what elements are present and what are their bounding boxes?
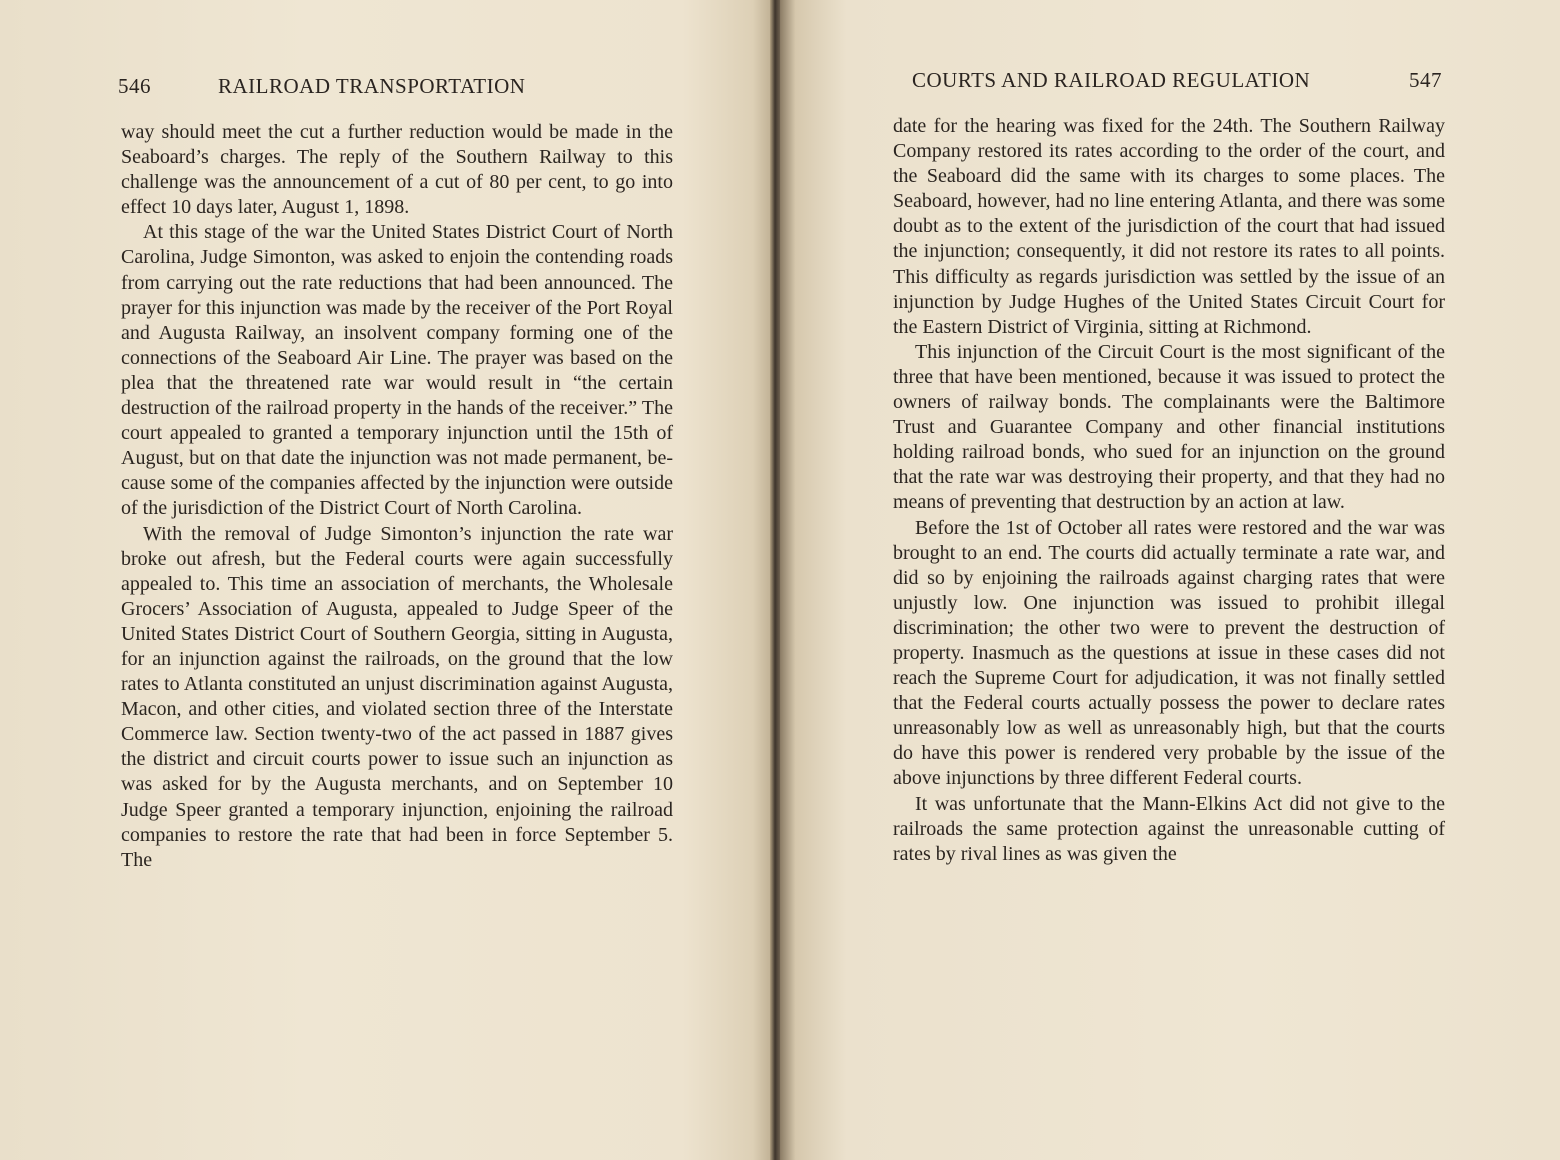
left-running-head: RAILROAD TRANSPORTATION xyxy=(218,74,526,98)
right-page-number: 547 xyxy=(1409,68,1442,92)
paragraph: way should meet the cut a further reduction would be made in the Seaboard’s charges. The reply of the Southern Railway to this challenge was the announcement of a cut of 80 per cent, to go into effect 10 days later, August 1, 1898. xyxy=(121,121,673,219)
paragraph: With the removal of Judge Simonton’s injunction the rate war broke out afresh, but the Federal courts were again successfully appealed to. This time an association of merchants, the Wholesale Grocers’ Association of Augusta, appealed to Judge Speer of the United States District Court of Southern Georgia, sitting in Augusta, for an injunction against the railroads, on the ground that the low rates to Atlanta constituted an unjust discrimination against Augusta, Macon, and other cities, and violated section three of the Interstate Commerce law. Section twenty-two of the act passed in 1887 gives the district and circuit courts power to issue such an injunction as was asked for by the Augusta merchants, and on September 10 Judge Speer granted a temporary injunction, enjoining the railroad companies to restore the rate that had been in force September 5. The xyxy=(121,522,673,871)
paragraph: Before the 1st of October all rates were restored and the war was brought to an end. The courts did actually terminate a rate war, and did so by enjoining the railroads against charging rates that were unjustly low. One injunction was issued to prohibit illegal discrimination; the other two were to prevent the destruction of property. Inasmuch as the questions at issue in these cases did not reach the Supreme Court for adjudication, it was not finally settled that the Federal courts actually possess the power to declare rates unreasonably low as well as unreasonably high, but that the courts do have this power is rendered very probable by the issue of the above injunctions by three different Federal courts. xyxy=(893,516,1445,790)
paragraph: date for the hearing was fixed for the 24th. The Southern Railway Company restored its rates according to the order of the court, and the Seaboard did the same with its charges to some places. The Seaboard, however, had no line entering Atlanta, and there was some doubt as to the extent of the jurisdiction of the court that had issued the injunction; consequently, it did not restore its rates to all points. This difficulty as regards jurisdiction was settled by the issue of an injunction by Judge Hughes of the United States Circuit Court for the Eastern District of Virginia, sitting at Richmond. xyxy=(893,115,1445,338)
left-page-number: 546 xyxy=(118,74,151,98)
paragraph: It was unfortunate that the Mann-Elkins Act did not give to the railroads the same protection against the unreasonable cutting of rates by rival lines as was given the xyxy=(893,792,1445,865)
right-page-body xyxy=(893,114,1445,867)
book-gutter xyxy=(770,0,780,1160)
right-page-header xyxy=(912,68,1442,94)
left-page xyxy=(0,0,776,1160)
paragraph: This injunction of the Circuit Court is the most significant of the three that have been mentioned, because it was issued to protect the owners of railway bonds. The complainants were the Baltimore Trust and Guarantee Company and other financial institutions holding railroad bonds, who sued for an injunction on the ground that the rate war was destroying their property, and that they had no means of preventing that destruction by an action at law. xyxy=(893,340,1445,514)
left-page-body xyxy=(121,120,673,873)
right-running-head: COURTS AND RAILROAD REGULATION xyxy=(912,68,1311,92)
right-page xyxy=(776,0,1560,1160)
paragraph: At this stage of the war the United States District Court of North Carolina, Judge Simonton, was asked to enjoin the contending roads from carrying out the rate reductions that had been announced. The prayer for this injunction was made by the receiver of the Port Royal and Augusta Railway, an insolvent company forming one of the connections of the Seaboard Air Line. The prayer was based on the plea that the threatened rate war would result in “the certain destruction of the railroad property in the hands of the receiver.” The court appealed to granted a temporary injunction until the 15th of August, but on that date the injunction was not made permanent, because some of the companies affected by the injunction were outside of the jurisdiction of the District Court of North Carolina. xyxy=(121,221,673,520)
left-page-header xyxy=(118,74,674,100)
